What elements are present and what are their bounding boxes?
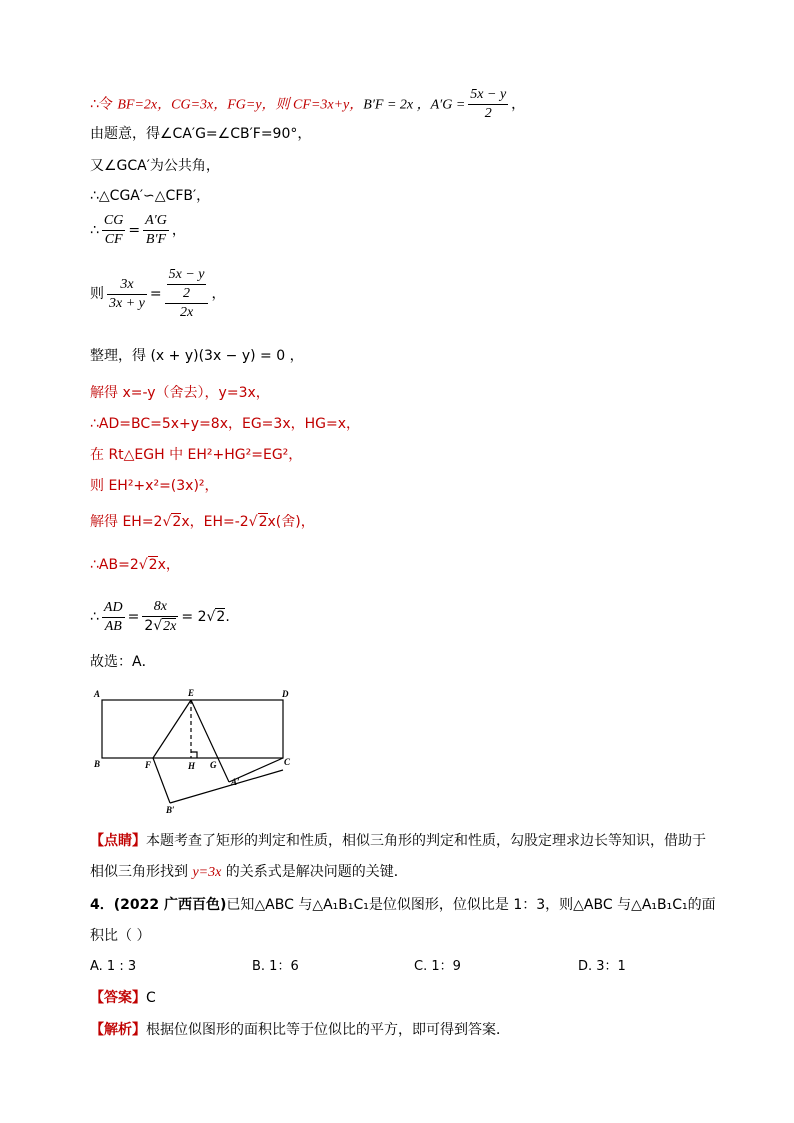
solution-line-9: ∴AD=BC=5x+y=8x，EG=3x，HG=x， [90, 416, 360, 432]
geometry-figure [88, 685, 308, 820]
solution-line-6 [90, 266, 225, 322]
line1-bpf: B′F = 2x ，A′G = [363, 97, 466, 113]
line5-b-den: B′F [145, 232, 167, 247]
line14-frac-a [102, 599, 125, 636]
option-c[interactable]: C. 1：9 [414, 959, 461, 974]
line1-frac-den: 2 [484, 106, 492, 121]
line6-frac-b [165, 266, 209, 322]
line12-part-c: x(舍)， [267, 514, 315, 530]
line6-a-num: 3x [107, 276, 147, 295]
line14-den-radicand: 2x [163, 619, 177, 634]
sqrt-symbol: √ [248, 514, 258, 530]
solution-line-1 [90, 86, 525, 123]
line1-fraction [468, 86, 508, 123]
solution-line-14 [90, 598, 230, 636]
line6-a-den: 3x + y [109, 295, 145, 311]
line6-inner-den: 2 [183, 286, 191, 301]
segment-fb1 [153, 758, 170, 803]
line6-outer-den: 2x [179, 305, 194, 320]
line6-b-num [165, 266, 209, 304]
line1-settings: BF=2x，CG=3x，FG=y，则 CF=3x+y， [117, 97, 364, 113]
dianjing-tag: 【点睛】 [90, 833, 146, 849]
line14-eq: = [127, 609, 140, 625]
line14-den-coef: 2 [144, 618, 154, 634]
line12-part-b: x，EH=-2 [181, 514, 249, 530]
option-b[interactable]: B. 1：6 [252, 959, 299, 974]
dianjing-text-2c: 的关系式是解决问题的关键． [221, 864, 408, 880]
question-4-stem-2: 积比（ ） [90, 928, 151, 944]
solution-line-12 [90, 512, 315, 532]
line6-inner-frac [167, 266, 207, 303]
dianjing-line-2 [90, 862, 408, 883]
solution-line-8: 解得 x=-y（舍去），y=3x， [90, 385, 270, 401]
line12-radicand-1: 2 [172, 514, 182, 530]
option-d[interactable]: D. 3：1 [578, 959, 626, 974]
label-a: A [94, 689, 101, 699]
line14-prefix: ∴ [90, 609, 99, 625]
solution-line-5 [90, 212, 186, 249]
line14-a-num: AD [102, 599, 125, 618]
dianjing-text-1: 本题考查了矩形的判定和性质，相似三角形的判定和性质，勾股定理求边长等知识，借助于 [146, 833, 706, 849]
answer-tag: 【答案】 [90, 990, 146, 1006]
solution-line-3: 又∠GCA′为公共角， [90, 158, 220, 174]
option-a[interactable]: A. 1 : 3 [90, 959, 137, 974]
label-e: E [188, 688, 195, 698]
analysis-text: 根据位似图形的面积比等于位似比的平方，即可得到答案． [146, 1022, 510, 1038]
rectangle-abcd [102, 700, 283, 758]
solution-line-11: 则 EH²+x²=(3x)²， [90, 478, 219, 494]
question-4-stem-text: 已知△ABC 与△A₁B₁C₁是位似图形，位似比是 1：3，则△ABC 与△A₁B₁C₁的面 [226, 897, 716, 913]
line12-part-a: 解得 EH=2 [90, 514, 163, 530]
sqrt-symbol: √ [138, 557, 148, 573]
line6-inner-num: 5x − y [167, 266, 207, 285]
line5-b-num: A′G [143, 212, 169, 231]
line5-eq: = [128, 222, 141, 239]
label-g: G [210, 760, 217, 770]
line1-frac-num: 5x − y [468, 86, 508, 105]
answer-value: C [146, 990, 156, 1006]
label-f: F [145, 760, 152, 770]
line5-frac-b [143, 212, 169, 249]
sqrt-symbol: √ [162, 514, 172, 530]
line6-frac-a [107, 276, 147, 313]
line14-radicand: 2 [216, 609, 226, 625]
right-angle-mark [191, 752, 197, 758]
line1-tail: ， [511, 96, 526, 113]
label-h: H [188, 761, 196, 771]
label-c: C [284, 757, 291, 767]
question-4-answer [90, 988, 156, 1008]
question-4-analysis [90, 1020, 510, 1040]
label-b: B [94, 759, 101, 769]
line14-b-num: 8x [142, 598, 178, 617]
line14-a-den: AB [104, 618, 122, 634]
label-b-prime: B′ [166, 805, 175, 815]
line14-eq2: = 2 [181, 609, 207, 625]
line14-tail: . [225, 609, 230, 625]
line12-radicand-2: 2 [258, 514, 268, 530]
line6-prefix: 则 [90, 286, 104, 302]
dianjing-line-1 [90, 831, 706, 851]
solution-line-10: 在 Rt△EGH 中 EH²+HG²=EG²， [90, 447, 303, 463]
dianjing-relation: y=3x [192, 865, 222, 880]
segment-b1c [170, 770, 283, 803]
dianjing-text-2a: 相似三角形找到 [90, 864, 193, 880]
line13-radicand: 2 [148, 557, 158, 573]
solution-line-2: 由题意，得∠CA′G=∠CB′F=90°， [90, 126, 312, 142]
line5-prefix: ∴ [90, 222, 99, 239]
label-d: D [282, 689, 289, 699]
line13-part-b: x， [157, 557, 180, 573]
line1-prefix: ∴令 [90, 96, 118, 113]
line5-tail: ， [171, 222, 186, 239]
line6-tail: ， [211, 286, 226, 302]
solution-line-4: ∴△CGA′∽△CFB′， [90, 188, 211, 204]
line5-a-num: CG [102, 212, 125, 231]
sqrt-symbol: √ [153, 618, 163, 634]
solution-line-15: 故选：A． [90, 654, 156, 670]
line6-eq: = [149, 286, 162, 302]
question-4-number: 4．(2022 广西百色) [90, 897, 227, 913]
line5-frac-a [102, 212, 125, 249]
analysis-tag: 【解析】 [90, 1022, 146, 1038]
segment-ef [153, 700, 191, 758]
line5-a-den: CF [104, 232, 123, 247]
line13-part-a: ∴AB=2 [90, 557, 139, 573]
solution-line-13 [90, 555, 180, 575]
solution-line-7: 整理，得 (x + y)(3x − y) = 0 ， [90, 348, 304, 364]
sqrt-symbol: √ [206, 609, 216, 625]
line14-frac-b [142, 598, 178, 636]
label-a-prime: A′ [231, 777, 240, 787]
question-4-stem [90, 895, 716, 915]
